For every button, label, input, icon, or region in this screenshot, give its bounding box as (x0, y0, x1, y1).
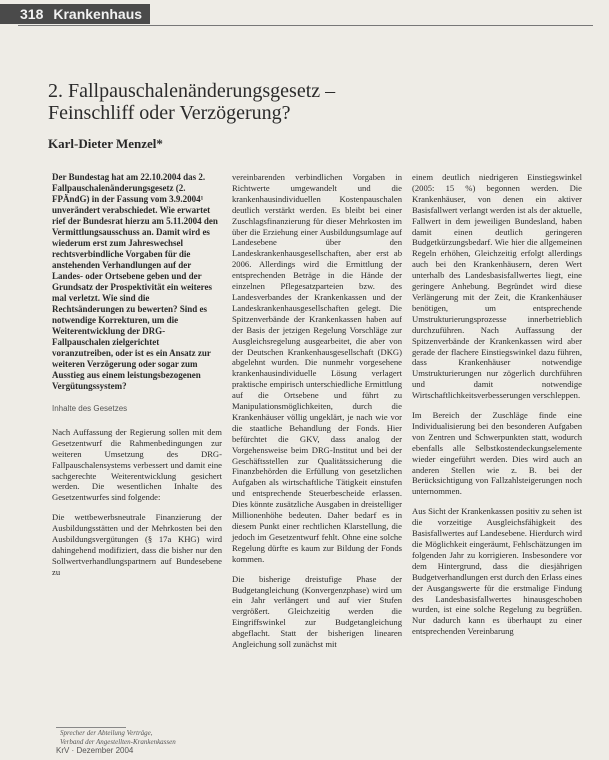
footnote-line: Verband der Angestellten-Krankenkassen (60, 738, 176, 746)
body-paragraph: einem deutlich niedrigeren Einstiegswinkel (2005: 15 %) begonnen werden. Die Krankenhäuser, von denen ein aktiver Basisfallwert verlangt werden ist als der aktuelle, Fallwert in dem jeweiligen Bundesland, haben damit einen deutlich geringeren Budgetkürzungsbedarf. Wie hier die allgemeinen Regeln erhöhen, Gleichzeitig erfolgt allerdings auch bei den Krankenhäusern, deren Wert unterhalb des Landesbasisfallwertes liegt, eine geringere Anhebung. Begründet wird diese Verlängerung mit der Zeit, die Krankenhäuser benötigen, um entsprechende Umstrukturierungsprozesse innerbetrieblich durchzuführen. Nach Auffassung der Spitzenverbände der Krankenkassen wird aber gerade der flachere Einstiegswinkel dazu führen, dass Krankenhäuser notwendige Umstrukturierungen nur zögerlich durchführen und damit notwendige Wirtschaftlichkeitsverbesserungen verschleppen. (412, 172, 582, 401)
body-paragraph: Die wettbewerbsneutrale Finanzierung der Ausbildungsstätten und der Mehrkosten bei den Ausbildungsvergütungen (§ 17a KHG) wird dahingehend modifiziert, dass die bisher nur den Sollwertverhandlungspartnern auf Bundesebene zu (52, 512, 222, 577)
body-paragraph: vereinbarenden verbindlichen Vorgaben in Richtwerte umgewandelt und die krankenhausindividuellen Kostenpauschalen deutlich verstärkt werden. Es bleibt bei einer Zuschlagsfinanzierung für dieser Mehrkosten im über die Erziehung einer Ausbildungsumlage auf Landesebene über den Landeskrankenhausgesellschaften, aber erst ab 2006. Allerdings wird die Ermittlung der entsprechenden Beträge in die Hände der einzelnen Pflegesatzparteien bzw. des Landesverbandes der Krankenkassen und der Landeskrankenhausgesellschaften gelegt. Die Spitzenverbände der Krankenkassen haben auf der Basis der jetzigen Regelung Vorschläge zur Ausgleichsregelung ausgearbeitet, die aber von der Deutschen Krankenhausgesellschaft (DKG) abgelehnt wurden. Die nunmehr vorgesehene krankenhausindividuelle Lösung verlagert praktische empirisch unterschiedliche Ermittlung auf die Ortsebene und führt zu Manipulationsmöglichkeiten, durch die Krankenhäuser völlig ungeklärt, je nach wie vor die staatliche Behandlung der Fonds. Hier befürchtet die GKV, dass analog der Vorgehensweise beim DRG-Institut und bei der Geschäftsstellen zur Qualitätssicherung die Finanzbehörden die Erfüllung von gesetzlichen Aufgaben als wirtschaftliche Tätigkeit einstufen und entsprechende Steuerbescheide erlassen. Dies könnte zusätzliche Ausgaben in dreistelliger Millionenhöhe bedeuten. Daher bedarf es in diesem Punkt einer rechtlichen Klarstellung, die jedoch im Gesetzentwurf fehlt. Ohne eine solche Regelung dürfte es kaum zur Bildung der Fonds kommen. (232, 172, 402, 564)
body-paragraph: Im Bereich der Zuschläge finde eine Individualisierung bei den besonderen Aufgaben von Zentren und Schwerpunkten statt, wodurch ebenfalls alle Selbstkostendeckungselemente wieder eingeführt werden. Dies wird auch an anderen Stellen wie z. B. bei der Berücksichtigung von Fallzahlsteigerungen noch unternommen. (412, 410, 582, 497)
column-1 (52, 172, 222, 587)
running-header (0, 2, 609, 26)
header-divider (18, 25, 593, 26)
footnote (60, 729, 220, 747)
title-line-1: 2. Fallpauschalenänderungsgesetz – (48, 80, 336, 102)
title-line-2: Feinschliff oder Verzögerung? (48, 102, 291, 124)
page-footer: KrV · Dezember 2004 (56, 746, 134, 755)
body-paragraph: Nach Auffassung der Regierung sollen mit dem Gesetzentwurf die Rahmenbedingungen zur weiteren Umsetzung des DRG-Fallpauschalensystems verbessert und damit eine sachgerechte Weiterentwicklung gesichert werden. Die wesentlichen Inhalte des Gesetzentwurfes sind folgende: (52, 426, 222, 503)
page-number: 318 (0, 4, 49, 24)
footnote-line: Sprecher der Abteilung Verträge, (60, 729, 153, 737)
column-3 (412, 172, 582, 646)
body-paragraph: Aus Sicht der Krankenkassen positiv zu sehen ist die vorzeitige Ausgleichsfähigkeit des Basisfallwertes auf Landesebene. Hierdurch wird die Möglichkeit eingeräumt, Fehlschätzungen im folgenden Jahr zu korrigieren. Insbesondere vor dem Hintergrund, dass die diesjährigen Budgetverhandlungen erst durch den Erlass eines der Ausgangswerte für die erstmalige Findung des Landesbasisfallwertes hinausgeschoben wurden, ist eine solche Regelung zu begrüßen. Nur dadurch kann es überhaupt zu einer entsprechenden Vereinbarung (412, 506, 582, 637)
body-paragraph: Die bisherige dreistufige Phase der Budgetangleichung (Konvergenzphase) wird um ein Jahr verlängert und auf vier Stufen vergrößert. Gleichzeitig werden die Eingriffswinkel zur Budgetangleichung abgeflacht. Statt der bisherigen linearen Angleichung soll zunächst mit (232, 573, 402, 650)
article-title (48, 80, 568, 124)
section-title: Krankenhaus (49, 4, 150, 24)
column-2 (232, 172, 402, 659)
article-author: Karl-Dieter Menzel* (48, 136, 163, 151)
section-heading: Inhalte des Gesetzes (52, 404, 128, 413)
lead-paragraph: Der Bundestag hat am 22.10.2004 das 2. Fallpauschalenänderungsgesetz (2. FPÄndG) in der Fassung vom 3.9.2004¹ unverändert verabschiedet. Wie erwartet rief der Bundesrat hierzu am 5.11.2004 den Vermittlungsausschuss an. Damit wird es wiederum erst zum Jahreswechsel rechtsverbindliche Vorgaben für die anstehenden Verhandlungen auf der Landes- oder Ortsebene geben und der Grundsatz der Prospektivität ein weiteres mal verletzt. Wie sind die Rechtsänderungen zu bewerten? Sind es notwendige Korrekturen, um die Weiterentwicklung der DRG-Fallpauschalen zielgerichtet voranzutreiben, oder ist es ein Ansatz zur weiteren Verzögerung oder sogar zum Ausstieg aus einem leistungsbezogenen Vergütungssystem? (52, 172, 218, 391)
footnote-divider (56, 727, 126, 728)
